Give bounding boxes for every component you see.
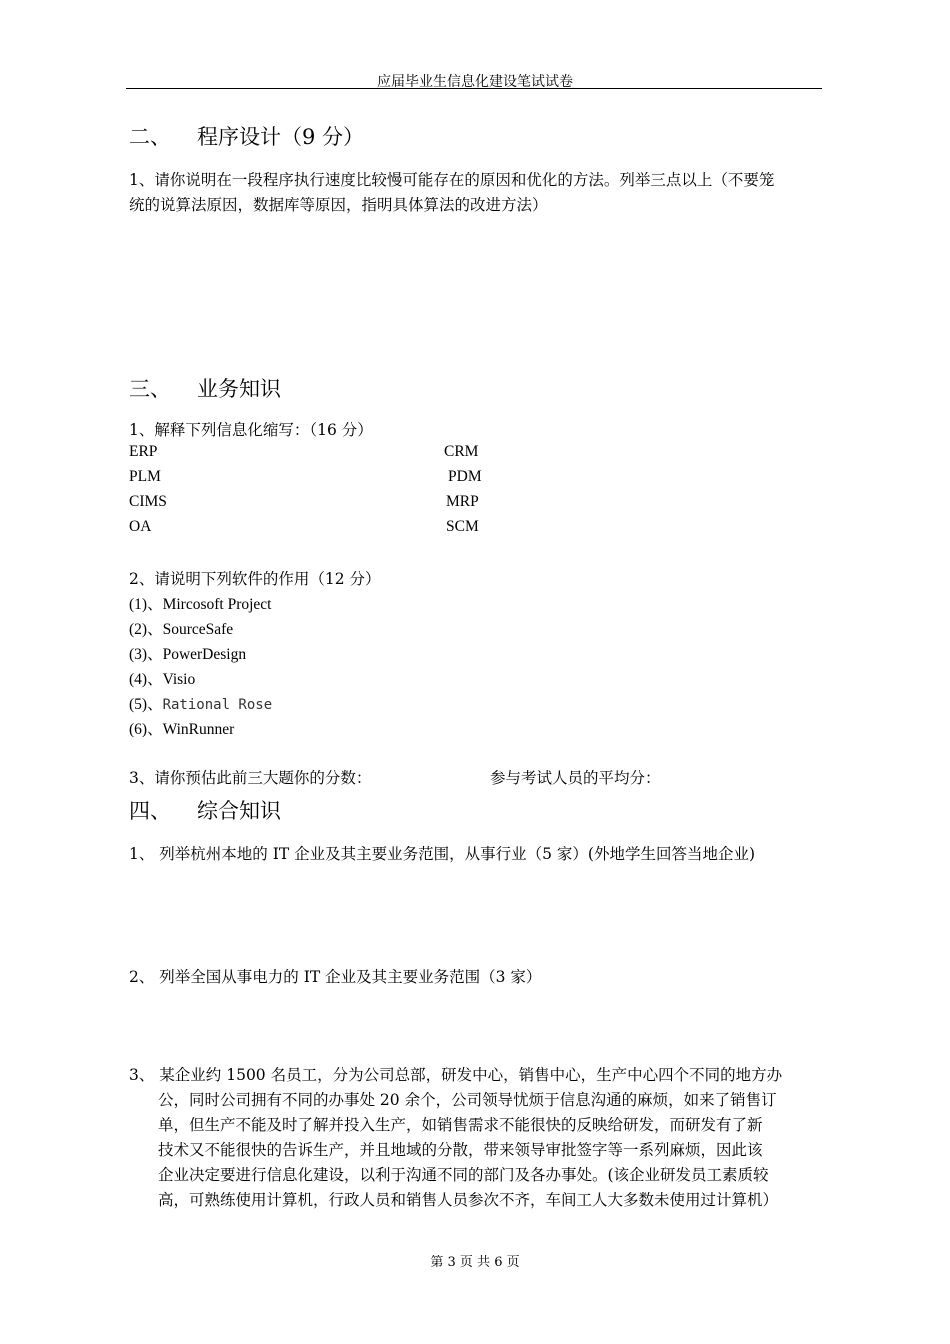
section-2-title: 程序设计（9 分）: [197, 125, 365, 149]
section-2-q1-line2: 统的说算法原因，数据库等原因，指明具体算法的改进方法）: [129, 196, 548, 214]
section-4-q3-line-3: 单，但生产不能及时了解并投入生产，如销售需求不能很快的反映给研发，而研发有了新: [158, 1116, 763, 1134]
abbr-right-3: MRP: [446, 493, 479, 510]
software-item-1: (1)、Mircosoft Project: [129, 596, 272, 613]
section-4-q3: [129, 1063, 822, 1213]
section-4-title: 综合知识: [197, 799, 281, 823]
section-3-q1: 1、解释下列信息化缩写：（16 分）: [129, 421, 373, 439]
abbr-left-1: ERP: [129, 443, 158, 460]
software-item-2: (2)、SourceSafe: [129, 621, 234, 638]
abbr-right-4: SCM: [446, 518, 479, 535]
section-4-heading: [129, 795, 281, 825]
software-item-5: [129, 692, 272, 714]
abbr-left-2: PLM: [129, 468, 161, 485]
section-3-q3-average: 参与考试人员的平均分：: [490, 769, 661, 787]
section-4-q3-line-6: 高，可熟练使用计算机，行政人员和销售人员参次不齐，车间工人大多数未使用过计算机）: [158, 1191, 779, 1209]
page-header-title: 应届毕业生信息化建设笔试试卷: [377, 74, 573, 90]
header-rule: [126, 88, 822, 89]
software-item-6: (6)、WinRunner: [129, 721, 235, 738]
section-4-q1: 1、 列举杭州本地的 IT 企业及其主要业务范围，从事行业（5 家）(外地学生回答当地企业): [129, 845, 755, 863]
section-2-heading: [129, 121, 364, 151]
section-4-q2: 2、 列举全国从事电力的 IT 企业及其主要业务范围（3 家）: [129, 968, 542, 986]
section-4-q3-line-2: 公，同时公司拥有不同的办事处 20 余个，公司领导忧烦于信息沟通的麻烦，如来了销售订: [158, 1091, 777, 1109]
section-3-number: 三、: [129, 377, 171, 401]
section-4-q3-line-4: 技术又不能很快的告诉生产，并且地域的分散，带来领导审批签字等一系列麻烦，因此该: [158, 1141, 763, 1159]
section-4-q3-line-1: 3、 某企业约 1500 名员工，分为公司总部，研发中心，销售中心，生产中心四个不同的地方办: [129, 1066, 783, 1084]
software-item-5-prefix: (5)、: [129, 696, 163, 713]
software-item-5-name: Rational Rose: [162, 697, 273, 713]
section-3-title: 业务知识: [197, 377, 281, 401]
section-4-number: 四、: [129, 799, 171, 823]
abbr-right-1: CRM: [444, 443, 479, 460]
section-3-heading: [129, 373, 281, 403]
section-3-q2: 2、请说明下列软件的作用（12 分）: [129, 570, 381, 588]
abbr-left-3: CIMS: [129, 493, 167, 510]
section-3-q3-score: 3、请你预估此前三大题你的分数：: [129, 769, 372, 787]
section-2-number: 二、: [129, 125, 171, 149]
software-item-3: (3)、PowerDesign: [129, 646, 247, 663]
section-2-q1-line1: 1、请你说明在一段程序执行速度比较慢可能存在的原因和优化的方法。列举三点以上（不要笼: [129, 171, 775, 189]
page-footer-number: 第 3 页 共 6 页: [430, 1255, 520, 1270]
software-item-4: (4)、Visio: [129, 671, 196, 688]
abbr-left-4: OA: [129, 518, 152, 535]
abbr-right-2: PDM: [448, 468, 482, 485]
section-4-q3-line-5: 企业决定要进行信息化建设，以利于沟通不同的部门及各办事处。(该企业研发员工素质较: [158, 1166, 769, 1184]
